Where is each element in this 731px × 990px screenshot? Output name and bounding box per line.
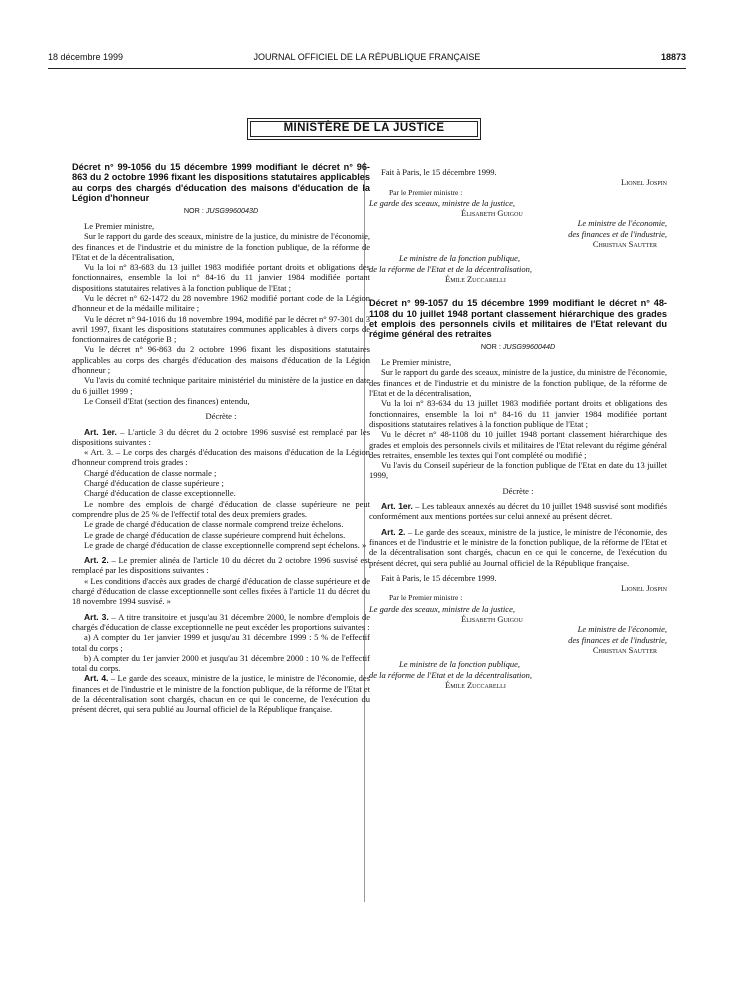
decree-2-intro-3: Vu le décret n° 48-1108 du 10 juillet 1948 portant classement hiérarchique des grades et emplois des personnels civils et militaires de l'Etat relevant du régime général des retraites, ensemble les textes qui l'ont complété ou modifié ; — [369, 429, 667, 460]
article-label: Art. 3. — [84, 611, 109, 622]
decree-1 — [72, 162, 370, 715]
decree-1-fp-1: Le ministre de la fonction publique, — [399, 253, 521, 264]
decree-1-article-1-body-6: Le grade de chargé d'éducation de classe supérieure comprend huit échelons. — [84, 529, 346, 540]
decree-1-article-1-body-4: Le nombre des emplois de chargé d'éducation de classe supérieure ne peut comprendre plus de 25 % de l'effectif total des deux premiers grades. — [72, 498, 370, 519]
article-label: Art. 4. — [84, 673, 109, 684]
decree-1-eco-name: Christian Sautter — [592, 239, 657, 250]
decree-1-intro-1: Sur le rapport du garde des sceaux, ministre de la justice, du ministre de l'économie, des finances et de l'industrie et du ministre de la fonction publique, de la réforme de l'Etat et de la décentralisation, — [72, 231, 370, 262]
article-text: – A titre transitoire et jusqu'au 31 décembre 2000, le nombre d'emplois de chargés d'éducation de classe exceptionnelle ne peut excéder les proportions suivantes : — [72, 611, 371, 632]
decree-2-decrete: Décrète : — [502, 485, 534, 496]
decree-1-decrete: Décrète : — [205, 411, 237, 422]
decree-2-nor-label: NOR : — [480, 341, 501, 351]
decree-1-par: Par le Premier ministre : — [389, 187, 463, 197]
decree-1-fp-name: Émile Zuccarelli — [445, 273, 506, 284]
decree-2-intro-0: Le Premier ministre, — [381, 357, 452, 368]
decree-2-intro-1: Sur le rapport du garde des sceaux, ministre de la justice, du ministre de l'économie, des finances et de l'industrie et du ministre de la fonction publique, de la réforme de l'Etat et de la décentralisation, — [369, 367, 667, 399]
decree-1-signer: Lionel Jospin — [621, 177, 667, 188]
decree-2-signer: Lionel Jospin — [621, 583, 667, 594]
decree-2-article-2 — [369, 527, 667, 568]
decree-2-article-1 — [369, 501, 667, 522]
decree-1-garde: Le garde des sceaux, ministre de la justice, — [369, 197, 515, 208]
decree-2-fp-1: Le ministre de la fonction publique, — [399, 659, 521, 670]
decree-1-article-1-body-1: Chargé d'éducation de classe normale ; — [84, 467, 217, 478]
article-text: – L'article 3 du décret du 2 octobre 1996 susvisé est remplacé par les dispositions suivantes : — [72, 426, 371, 447]
decree-1-title: Décret n° 99-1056 du 15 décembre 1999 modifiant le décret n° 96-863 du 2 octobre 1996 fixant les dispositions statutaires applicables au corps des chargés d'éducation des maisons d'éducation de la Légion d'honneur — [72, 162, 370, 204]
decree-1-article-2-body: « Les conditions d'accès aux grades de chargé d'éducation de classe supérieure et de chargé d'éducation de classe exceptionnelle sont celles fixées à l'article 11 du décret du 18 novembre 1994 susvisé. » — [72, 575, 370, 607]
decree-2-garde-name: Élisabeth Guigou — [461, 614, 523, 625]
decree-1-intro-2: Vu la loi n° 83-683 du 13 juillet 1983 modifiée portant droits et obligations des fonctionnaires, ensemble la loi n° 84-16 du 11 janvier 1984 modifiée portant dispositions statutaires relatives à la fonction publique de l'Etat ; — [72, 262, 370, 293]
ministry-box — [247, 118, 481, 140]
decree-1-article-1-body-2: Chargé d'éducation de classe supérieure ; — [84, 478, 224, 489]
decree-2-title: Décret n° 99-1057 du 15 décembre 1999 modifiant le décret n° 48-1108 du 10 juillet 1948 portant classement hiérarchique des grades et emplois des personnels civils et militaires de l'Etat relevant du régime général des retraites — [369, 298, 667, 340]
decree-2-fp-2: de la réforme de l'Etat et de la décentralisation, — [369, 669, 533, 680]
article-label: Art. 2. — [381, 526, 406, 537]
decree-2-intro-2: Vu la loi n° 83-634 du 13 juillet 1983 modifiée portant droits et obligations des fonctionnaires, ensemble la loi n° 84-16 du 11 janvier 1984 modifiée portant dispositions statutaires relatives à la fonction publique de l'Etat ; — [369, 398, 667, 429]
decree-1-eco-2: des finances et de l'industrie, — [568, 228, 667, 239]
decree-1-article-2 — [72, 555, 370, 576]
right-column — [369, 162, 667, 690]
decree-1-article-1 — [72, 427, 370, 448]
decree-1-garde-name: Élisabeth Guigou — [461, 208, 523, 219]
decree-2-intro-4: Vu l'avis du Conseil supérieur de la fonction publique de l'Etat en date du 13 juillet 1999, — [369, 460, 667, 481]
decree-1-intro-6: Vu l'avis du comité technique paritaire ministériel du ministère de la justice en date du 6 juillet 1999 ; — [72, 375, 370, 396]
decree-1-nor-code: JUSG9960043D — [205, 205, 259, 215]
decree-1-article-1-body-0: « Art. 3. – Le corps des chargés d'éducation des maisons d'éducation de la Légion d'honneur comprend trois grades : — [72, 447, 370, 468]
decree-1-article-3-a: a) A compter du 1er janvier 1999 et jusqu'au 31 décembre 1999 : 5 % de l'effectif total du corps ; — [72, 632, 370, 653]
decree-1-intro-7: Le Conseil d'Etat (section des finances) entendu, — [84, 395, 250, 406]
decree-2-garde: Le garde des sceaux, ministre de la justice, — [369, 603, 515, 614]
decree-1-nor — [72, 206, 370, 216]
article-text: – Les tableaux annexés au décret du 10 juillet 1948 susvisé sont modifiés conformément aux mentions portées sur celui annexé au présent décret. — [369, 501, 668, 522]
decree-1-intro-3: Vu le décret n° 62-1472 du 28 novembre 1962 modifié portant code de la Légion d'honneur et de la médaille militaire ; — [72, 293, 370, 314]
article-label: Art. 1er. — [84, 426, 117, 437]
decree-1-intro-0: Le Premier ministre, — [84, 220, 155, 231]
decree-2-nor-code: JUSG9960044D — [502, 341, 556, 351]
decree-2-done: Fait à Paris, le 15 décembre 1999. — [381, 572, 497, 583]
decree-2-eco-name: Christian Sautter — [592, 644, 657, 655]
ministry-title: MINISTÈRE DE LA JUSTICE — [250, 121, 478, 137]
decree-1-nor-label: NOR : — [183, 205, 204, 215]
running-header — [48, 52, 686, 66]
article-label: Art. 1er. — [381, 501, 413, 512]
header-journal: JOURNAL OFFICIEL DE LA RÉPUBLIQUE FRANÇAISE — [253, 52, 481, 62]
decree-2-eco-1: Le ministre de l'économie, — [577, 624, 667, 635]
decree-1-fp-2: de la réforme de l'Etat et de la décentralisation, — [369, 263, 533, 274]
article-label: Art. 2. — [84, 555, 109, 566]
decree-2-par: Par le Premier ministre : — [389, 593, 463, 603]
decree-1-article-3 — [72, 612, 370, 633]
decree-1-article-1-body-5: Le grade de chargé d'éducation de classe normale comprend treize échelons. — [84, 519, 344, 530]
article-text: – Le garde des sceaux, ministre de la justice, le ministre de l'économie, des finances et de l'industrie et le ministre de la fonction publique, de la réforme de l'Etat et de la décentralisation sont chargés, chacun en ce qui le concerne, de l'exécution du présent décret, qui sera publié au Journal officiel de la République française. — [369, 526, 668, 568]
article-text: – Le garde des sceaux, ministre de la justice, le ministre de l'économie, des finances et de l'industrie et le ministre de la fonction publique, de la réforme de l'Etat et de la décentralisation sont chargés, chacun en ce qui le concerne, de l'exécution du présent décret, qui sera publié au Journal officiel de la République française. — [72, 673, 371, 715]
article-text: – Le premier alinéa de l'article 10 du décret du 2 octobre 1996 susvisé est remplacé par les dispositions suivantes : — [72, 555, 370, 576]
decree-1-article-3-b: b) A compter du 1er janvier 2000 et jusqu'au 31 décembre 2000 : 10 % de l'effectif total du corps. — [72, 652, 370, 674]
header-rule — [48, 68, 686, 69]
header-date: 18 décembre 1999 — [48, 52, 124, 62]
decree-1-article-1-body-3: Chargé d'éducation de classe exceptionnelle. — [84, 488, 236, 499]
header-page-number: 18873 — [660, 52, 686, 62]
decree-2-nor — [369, 342, 667, 352]
decree-1-intro-4: Vu le décret n° 94-1016 du 18 novembre 1994, modifié par le décret n° 97-301 du 3 avril 1997, fixant les dispositions statutaires communes applicables à divers corps de fonctionnaires de catégorie B ; — [72, 313, 370, 345]
decree-1-intro-5: Vu le décret n° 96-863 du 2 octobre 1996 fixant les dispositions statutaires applicables au corps des chargés d'éducation des maisons d'éducation de la Légion d'honneur ; — [72, 344, 370, 376]
decree-2-fp-name: Émile Zuccarelli — [445, 679, 506, 690]
decree-1-done: Fait à Paris, le 15 décembre 1999. — [381, 167, 497, 177]
decree-2-eco-2: des finances et de l'industrie, — [568, 634, 667, 645]
decree-1-article-1-body-7: Le grade de chargé d'éducation de classe exceptionnelle comprend sept échelons. » — [84, 539, 367, 550]
decree-1-eco-1: Le ministre de l'économie, — [577, 218, 667, 229]
decree-1-article-4 — [72, 673, 370, 714]
